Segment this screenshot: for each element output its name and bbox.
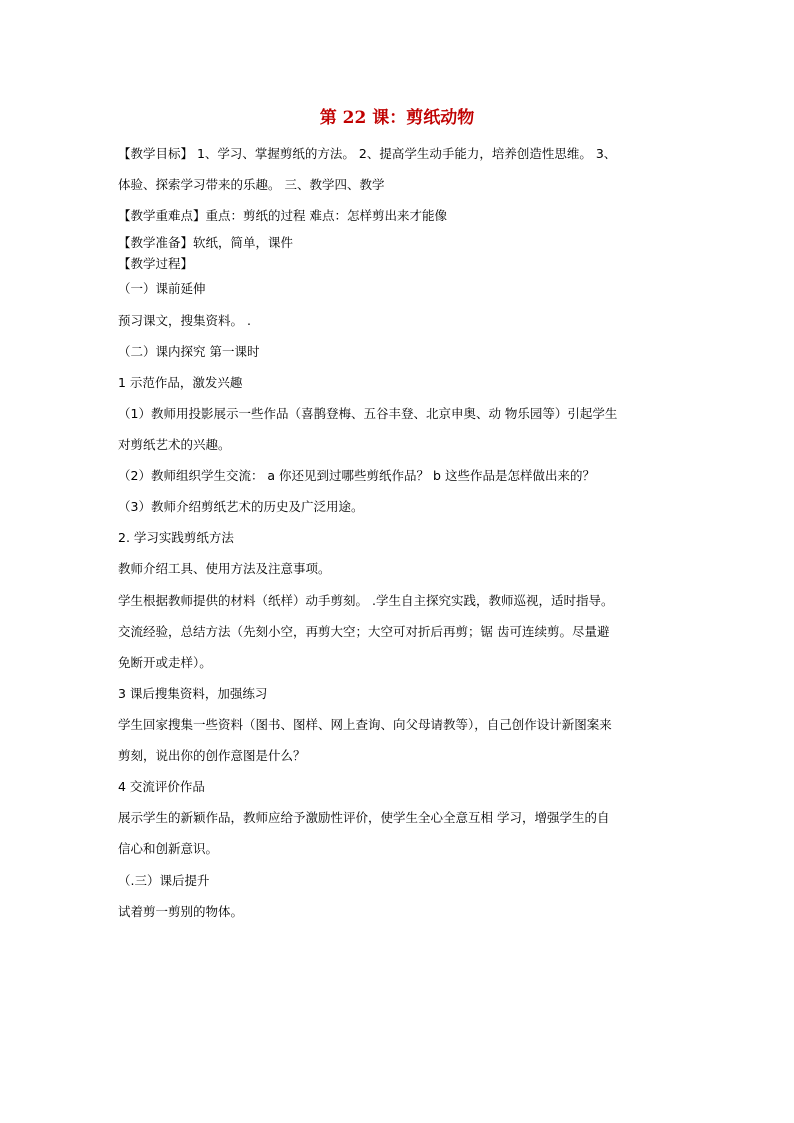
text-line: 【教学目标】 1、学习、掌握剪纸的方法。 2、提高学生动手能力，培养创造性思维。 3、: [118, 146, 617, 161]
text-line: （3）教师介绍剪纸艺术的历史及广泛用途。: [118, 499, 364, 514]
lesson-title: 第 22 课：剪纸动物: [319, 108, 475, 128]
text-line: （二）课内探究 第一课时: [118, 344, 260, 359]
text-line: 4 交流评价作品: [118, 779, 205, 794]
text-line: 3 课后搜集资料，加强练习: [118, 686, 268, 701]
text-line: 1 示范作品，激发兴趣: [118, 375, 243, 390]
text-line: 信心和创新意识。: [118, 841, 219, 856]
text-line: 【教学准备】软纸，简单，课件: [118, 235, 294, 250]
text-line: 教师介绍工具、使用方法及注意事项。: [118, 561, 331, 576]
text-line: 预习课文，搜集资料。 .: [118, 313, 251, 328]
text-line: 学生回家搜集一些资料（图书、图样、网上查询、向父母请教等），自己创作设计新图案来: [118, 717, 612, 732]
text-line: 对剪纸艺术的兴趣。: [118, 437, 231, 452]
text-line: 【教学过程】: [118, 256, 194, 271]
text-line: （1）教师用投影展示一些作品（喜鹊登梅、五谷丰登、北京申奥、动 物乐园等）引起学生: [118, 406, 618, 421]
text-line: （.三）课后提升: [118, 873, 210, 888]
text-line: 【教学重难点】重点：剪纸的过程 难点：怎样剪出来才能像: [118, 208, 447, 223]
text-line: （一）课前延伸: [118, 281, 206, 296]
text-line: （2）教师组织学生交流： a 你还见到过哪些剪纸作品？ b 这些作品是怎样做出来的？: [118, 468, 595, 483]
text-line: 试着剪一剪别的物体。: [118, 904, 244, 919]
text-line: 展示学生的新颖作品，教师应给予激励性评价，使学生全心全意互相 学习，增强学生的自: [118, 810, 610, 825]
text-line: 交流经验，总结方法（先刻小空，再剪大空；大空可对折后再剪；锯 齿可连续剪。尽量避: [118, 624, 610, 639]
text-line: 体验、探索学习带来的乐趣。 三、教学四、教学: [118, 177, 385, 192]
text-line: 剪刻，说出你的创作意图是什么？: [118, 748, 306, 763]
text-line: 2. 学习实践剪纸方法: [118, 530, 234, 545]
text-line: 免断开或走样）。: [118, 655, 212, 670]
text-line: 学生根据教师提供的材料（纸样）动手剪刻。 .学生自主探究实践，教师巡视，适时指导。: [118, 593, 614, 608]
